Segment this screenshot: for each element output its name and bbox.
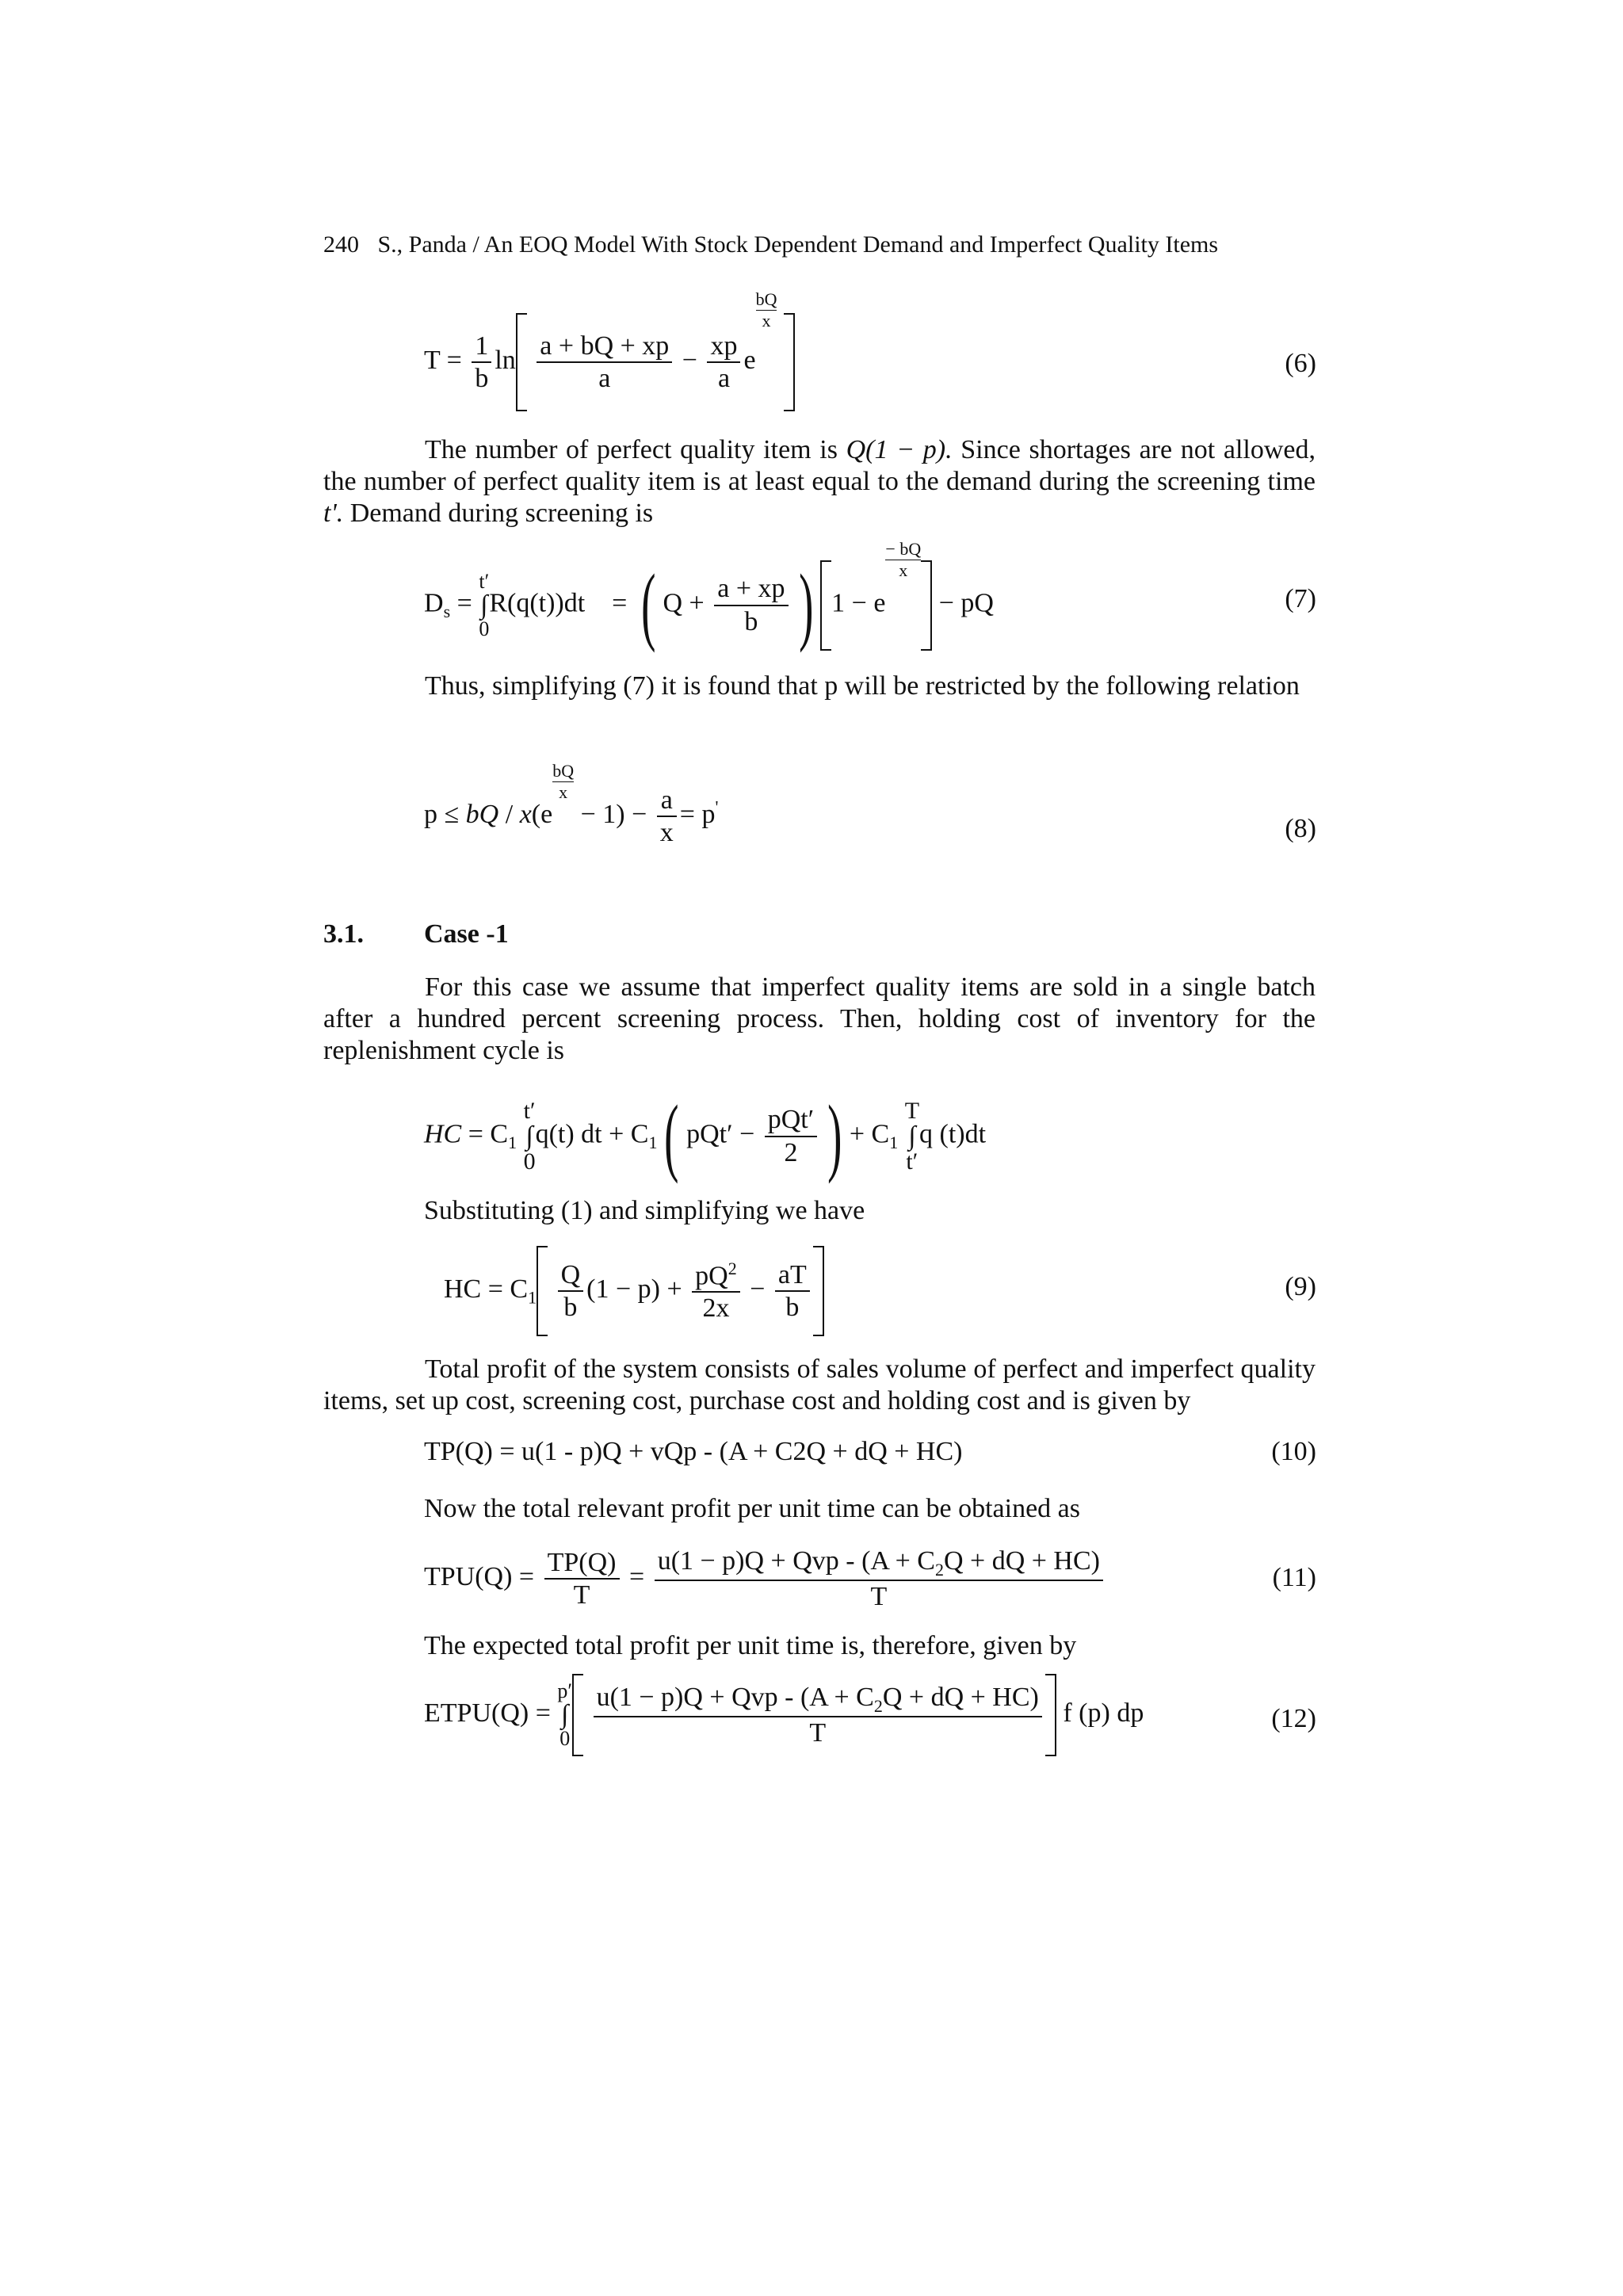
- equation-9-number: (9): [1285, 1272, 1316, 1301]
- page-number: 240: [323, 231, 359, 258]
- equation-holding-cost: HC = $C_1$ t′ ∫ 0 q(t) dt + $C_1$( pQt′ − $\frac{\text{pQt′}}{2}$ ) + $C_1$ T ∫ t′ q (t)dt: [424, 1087, 987, 1184]
- equation-9: HC = $C_1$ $\frac{Q}{b}$ (1 − p) + $\frac{pQ^2}{2x}$ − $\frac{aT}{b}$: [444, 1246, 824, 1336]
- equation-12-number: (12): [1271, 1704, 1316, 1733]
- equation-8: p ≤ bQ / x(e $\frac{bQ}{x}$ − 1) − $\frac{a}{x}$ = p': [424, 761, 719, 848]
- equation-12: ETPU(Q) = p′ ∫ 0 $\frac{u(1 - p)Q + Qvp - (A + C_2Q + dQ + HC)}{T}$ f (p) dp: [424, 1674, 1144, 1756]
- section-heading: 3.1. Case -1: [323, 919, 509, 949]
- equation-10: TP(Q) = u(1 - p)Q + vQp - (A + C2Q + dQ + HC): [424, 1437, 963, 1466]
- equation-10-number: (10): [1271, 1437, 1316, 1466]
- paragraph-total-profit: Total profit of the system consists of sales volume of perfect and imperfect quality items, set up cost, screening cost, purchase cost and holding cost and is given by: [323, 1354, 1316, 1415]
- equation-6-number: (6): [1285, 349, 1316, 378]
- running-title: S., Panda / An EOQ Model With Stock Dependent Demand and Imperfect Quality Items: [377, 231, 1219, 258]
- equation-11-number: (11): [1272, 1563, 1316, 1592]
- paragraph-substituting: Substituting (1) and simplifying we have: [424, 1196, 865, 1225]
- paragraph-expected-profit: The expected total profit per unit time is, therefore, given by: [424, 1631, 1077, 1660]
- running-header: [323, 231, 1218, 258]
- equation-8-number: (8): [1285, 814, 1316, 843]
- paragraph-relevant-profit: Now the total relevant profit per unit time can be obtained as: [424, 1494, 1081, 1523]
- equation-7: $D_s$ = t′ ∫ 0 R(q(t))dt = ( Q + $\frac{a + xp}{b}$ ) 1 − e $\frac{- bQ}{x}$ − pQ: [424, 539, 994, 653]
- paragraph-restriction: Thus, simplifying (7) it is found that p will be restricted by the following relation: [425, 671, 1300, 701]
- paragraph-perfect-quality: The number of perfect quality item is Q(1 − p). Since shortages are not allowed, the number of perfect quality item is at least equal to the demand during the screening time t'. Demand during screening is: [323, 435, 1316, 528]
- equation-11: TPU(Q) = $\frac{TP(Q)}{T}$ = $\frac{u(1 - p)Q + Qvp - (A + C_2Q + dQ + HC)}{T}$: [424, 1545, 1106, 1612]
- equation-6: T = $\frac{1}{b}$ ln $\frac{a + bQ + xp}{a}$ − $\frac{xp}{a}$ e $\frac{bQ}{x}$: [424, 313, 795, 411]
- paragraph-case-1: For this case we assume that imperfect quality items are sold in a single batch after a hundred percent screening process. Then, holding cost of inventory for the replenishment cycle is: [323, 972, 1316, 1065]
- equation-7-number: (7): [1285, 584, 1316, 613]
